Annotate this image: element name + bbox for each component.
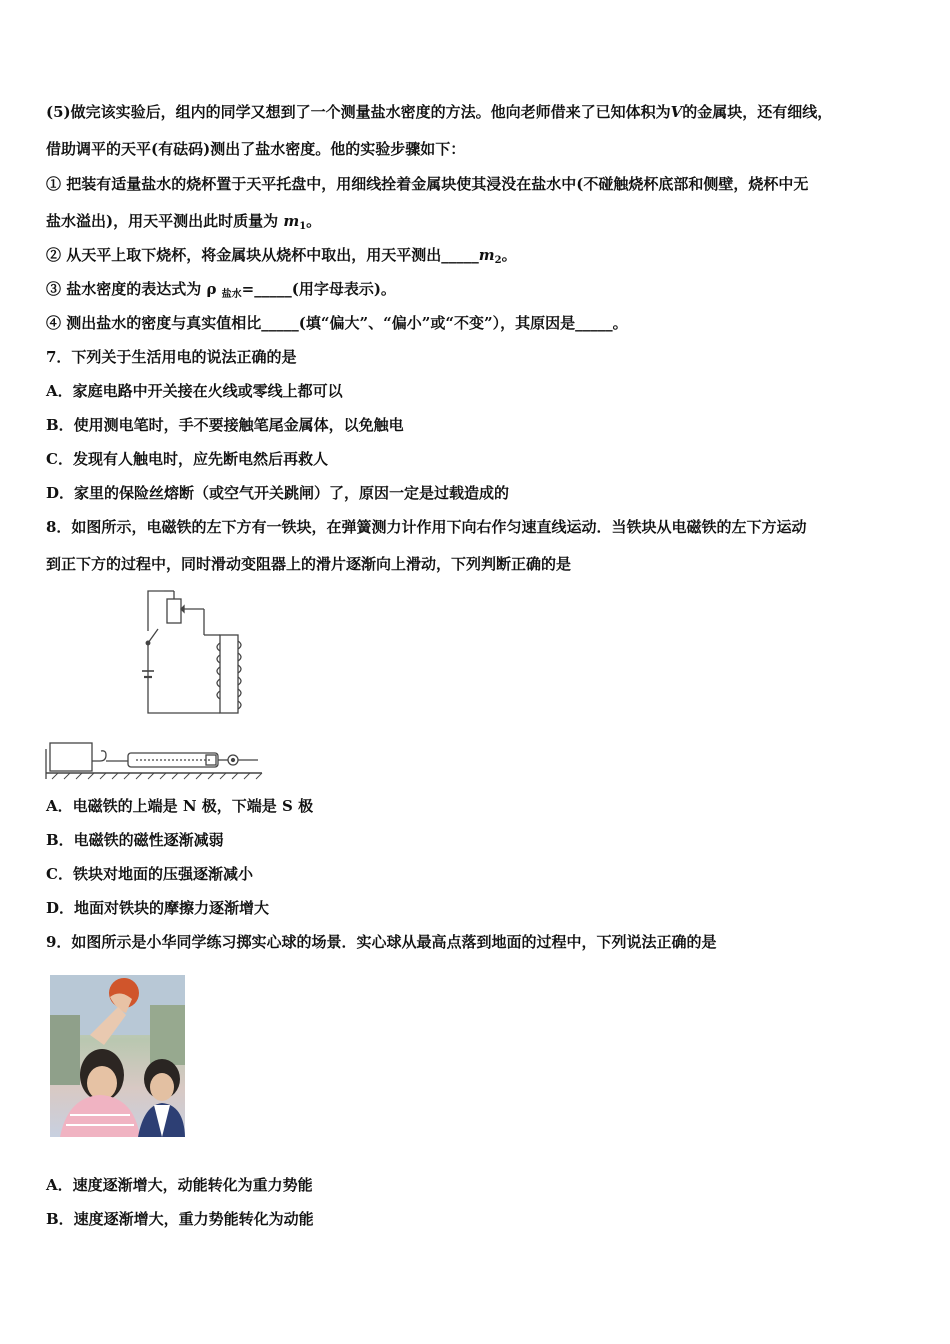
- q7-option-c: C．发现有人触电时，应先断电然后再救人: [46, 450, 328, 468]
- circuit-diagram: [44, 585, 266, 785]
- q6-step3: ③ 盐水密度的表达式为 ρ $_{盐水}$=_____(用字母表示)。: [46, 280, 396, 300]
- q9-option-a: A．速度逐渐增大，动能转化为重力势能: [46, 1176, 313, 1194]
- q7-option-b: B．使用测电笔时，手不要接触笔尾金属体，以免触电: [46, 416, 404, 434]
- q6-step4: ④ 测出盐水的密度与真实值相比_____(填“偏大”、“偏小”或“不变”），其原因是_____。: [46, 314, 628, 332]
- q8-option-a: A．电磁铁的上端是 N 极，下端是 S 极: [46, 797, 314, 815]
- q8-option-c: C．铁块对地面的压强逐渐减小: [46, 865, 253, 883]
- q6-step2: ② 从天平上取下烧杯，将金属块从烧杯中取出，用天平测出$\_\_\_\_\_m_2$。: [46, 246, 517, 266]
- q6-step1-line2: 盐水溢出)，用天平测出此时质量为 $m_1$。: [46, 212, 322, 232]
- q8-option-d: D．地面对铁块的摩擦力逐渐增大: [46, 899, 270, 917]
- q7-stem: 7．下列关于生活用电的说法正确的是: [46, 348, 297, 366]
- q6-step5-line2: 借助调平的天平(有砝码)测出了盐水密度。他的实验步骤如下：: [46, 140, 466, 158]
- q7-option-d: D．家里的保险丝熔断（或空气开关跳闸）了，原因一定是过载造成的: [46, 484, 510, 502]
- q8-stem-line2: 到正下方的过程中，同时滑动变阻器上的滑片逐渐向上滑动，下列判断正确的是: [46, 555, 572, 573]
- q6-step5-line1: (5)做完该实验后，组内的同学又想到了一个测量盐水密度的方法。他向老师借来了已知体积为V的金属块，还有细线，: [46, 103, 833, 121]
- q8-stem-line1: 8．如图所示，电磁铁的左下方有一铁块，在弹簧测力计作用下向右作匀速直线运动．当铁块从电磁铁的左下方运动: [46, 518, 807, 536]
- q9-option-b: B．速度逐渐增大，重力势能转化为动能: [46, 1210, 314, 1228]
- q6-step1-line1: ① 把装有适量盐水的烧杯置于天平托盘中，用细线拴着金属块使其浸没在盐水中(不碰触烧杯底部和侧壁，烧杯中无: [46, 175, 809, 193]
- q8-option-b: B．电磁铁的磁性逐渐减弱: [46, 831, 224, 849]
- q9-stem: 9．如图所示是小华同学练习掷实心球的场景．实心球从最高点落到地面的过程中，下列说法正确的是: [46, 933, 717, 951]
- q7-option-a: A．家庭电路中开关接在火线或零线上都可以: [46, 382, 343, 400]
- shot-put-photo: [50, 975, 185, 1137]
